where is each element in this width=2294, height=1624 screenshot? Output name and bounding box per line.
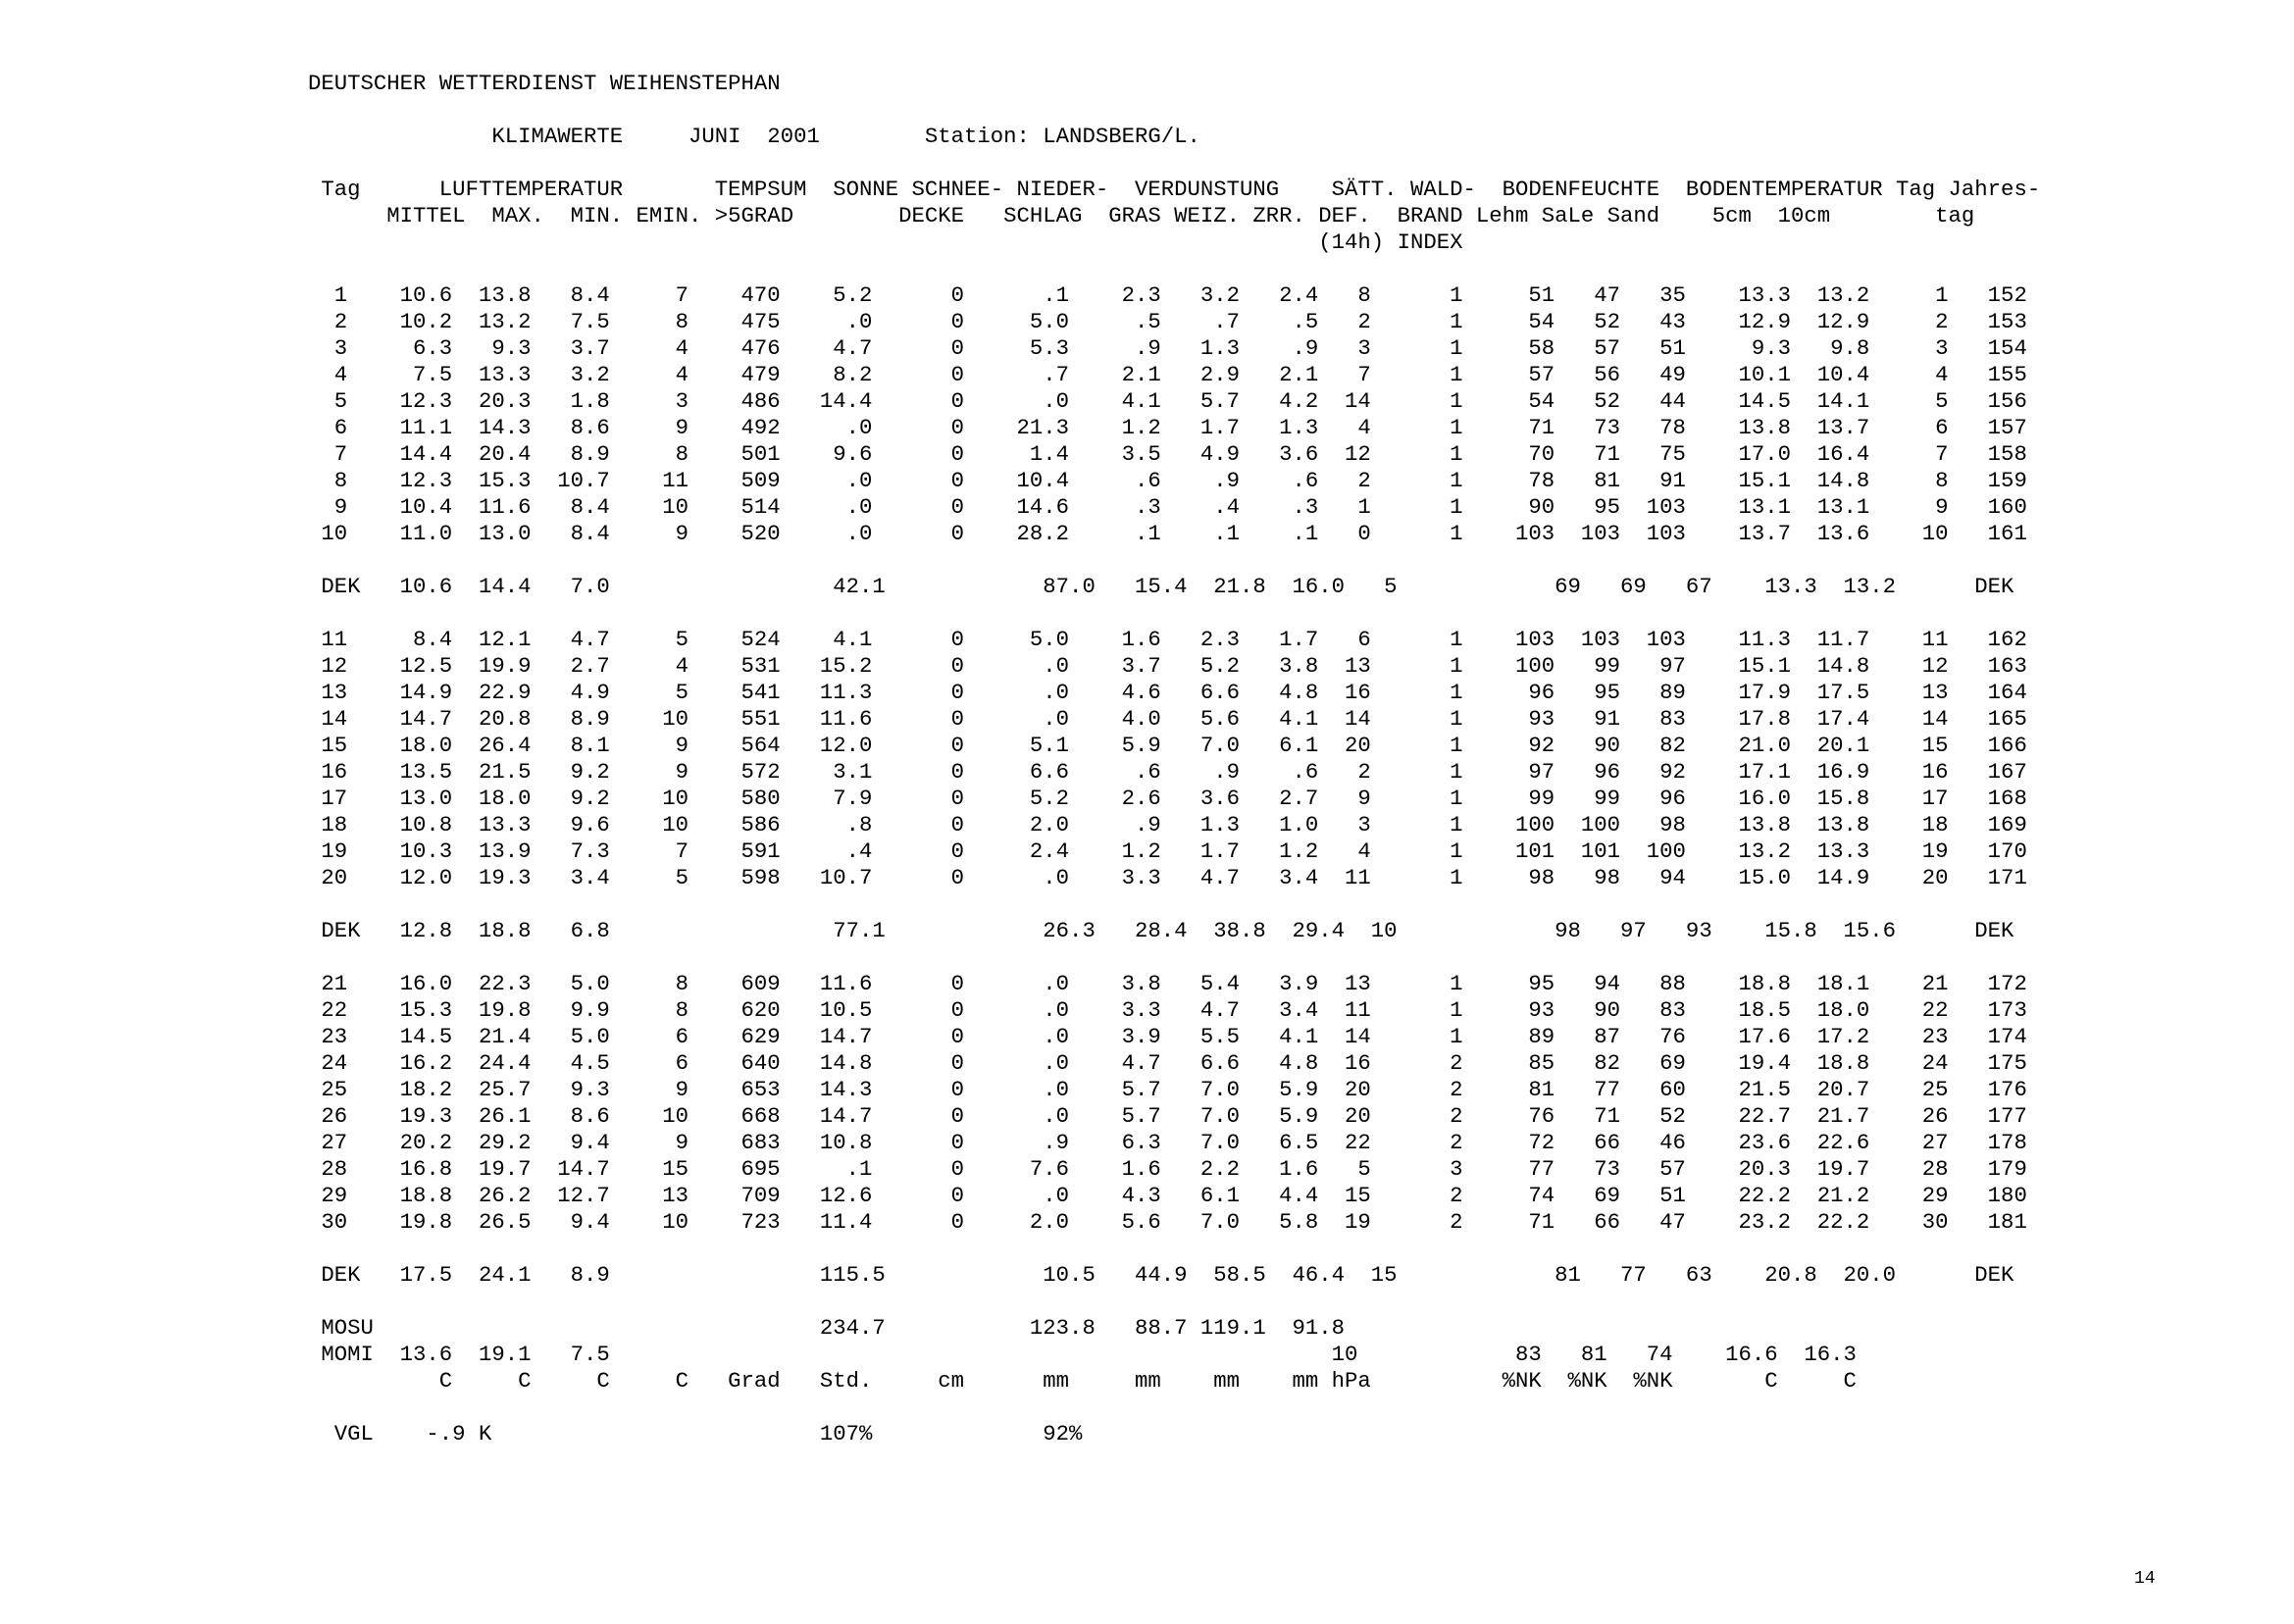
table-line: 30 19.8 26.5 9.4 10 723 11.4 0 2.0 5.6 7.0 5.8 19 2 71 66 47 23.2 22.2 30 181 xyxy=(308,1209,2027,1235)
page-number: 14 xyxy=(2134,1569,2156,1589)
table-line: 9 10.4 11.6 8.4 10 514 .0 0 14.6 .3 .4 .3 1 1 90 95 103 13.1 13.1 9 160 xyxy=(308,494,2027,520)
table-line: 6 11.1 14.3 8.6 9 492 .0 0 21.3 1.2 1.7 1.3 4 1 71 73 78 13.8 13.7 6 157 xyxy=(308,415,2027,440)
table-line: 28 16.8 19.7 14.7 15 695 .1 0 7.6 1.6 2.2 1.6 5 3 77 73 57 20.3 19.7 28 179 xyxy=(308,1156,2027,1182)
table-line: 18 10.8 13.3 9.6 10 586 .8 0 2.0 .9 1.3 1.0 3 1 100 100 98 13.8 13.8 18 169 xyxy=(308,812,2027,837)
table-line: 2 10.2 13.2 7.5 8 475 .0 0 5.0 .5 .7 .5 2 1 54 52 43 12.9 12.9 2 153 xyxy=(308,309,2027,334)
climate-table-sheet xyxy=(308,71,2040,1447)
table-line: 22 15.3 19.8 9.9 8 620 10.5 0 .0 3.3 4.7 3.4 11 1 93 90 83 18.5 18.0 22 173 xyxy=(308,997,2027,1023)
table-line: 26 19.3 26.1 8.6 10 668 14.7 0 .0 5.7 7.0 5.9 20 2 76 71 52 22.7 21.7 26 177 xyxy=(308,1103,2027,1129)
table-line: 20 12.0 19.3 3.4 5 598 10.7 0 .0 3.3 4.7 3.4 11 1 98 98 94 15.0 14.9 20 171 xyxy=(308,865,2027,890)
table-line xyxy=(308,1236,2040,1262)
table-line xyxy=(308,150,2040,177)
table-line: 10 11.0 13.0 8.4 9 520 .0 0 28.2 .1 .1 .1 0 1 103 103 103 13.7 13.6 10 161 xyxy=(308,521,2027,546)
table-line: MOSU 234.7 123.8 88.7 119.1 91.8 xyxy=(308,1315,1346,1341)
table-line: 13 14.9 22.9 4.9 5 541 11.3 0 .0 4.6 6.6 4.8 16 1 96 95 89 17.9 17.5 13 164 xyxy=(308,680,2027,705)
table-line: 5 12.3 20.3 1.8 3 486 14.4 0 .0 4.1 5.7 4.2 14 1 54 52 44 14.5 14.1 5 156 xyxy=(308,388,2027,414)
table-line xyxy=(308,547,2040,574)
table-line: 19 10.3 13.9 7.3 7 591 .4 0 2.4 1.2 1.7 1.2 4 1 101 101 100 13.2 13.3 19 170 xyxy=(308,838,2027,864)
table-line: Tag LUFTTEMPERATUR TEMPSUM SONNE SCHNEE- NIEDER- VERDUNSTUNG SÄTT. WALD- BODENFEUCHTE BODENTEMPERATUR Tag Jahres- xyxy=(308,177,2041,202)
table-line: KLIMAWERTE JUNI 2001 Station: LANDSBERG/L. xyxy=(308,124,1200,149)
table-line: MOMI 13.6 19.1 7.5 10 83 81 74 16.6 16.3 xyxy=(308,1342,1857,1367)
table-line: 25 18.2 25.7 9.3 9 653 14.3 0 .0 5.7 7.0 5.9 20 2 81 77 60 21.5 20.7 25 176 xyxy=(308,1077,2027,1102)
table-line xyxy=(308,256,2040,282)
table-line: 27 20.2 29.2 9.4 9 683 10.8 0 .9 6.3 7.0 6.5 22 2 72 66 46 23.6 22.6 27 178 xyxy=(308,1130,2027,1155)
table-line xyxy=(308,944,2040,971)
table-line: MITTEL MAX. MIN. EMIN. >5GRAD DECKE SCHLAG GRAS WEIZ. ZRR. DEF. BRAND Lehm SaLe Sand 5cm 10cm tag xyxy=(308,203,1975,228)
table-line: 29 18.8 26.2 12.7 13 709 12.6 0 .0 4.3 6.1 4.4 15 2 74 69 51 22.2 21.2 29 180 xyxy=(308,1183,2027,1208)
table-line: 23 14.5 21.4 5.0 6 629 14.7 0 .0 3.9 5.5 4.1 14 1 89 87 76 17.6 17.2 23 174 xyxy=(308,1024,2027,1049)
table-line xyxy=(308,600,2040,627)
table-line: DEK 12.8 18.8 6.8 77.1 26.3 28.4 38.8 29.4 10 98 97 93 15.8 15.6 DEK xyxy=(308,918,2014,943)
table-line: 7 14.4 20.4 8.9 8 501 9.6 0 1.4 3.5 4.9 3.6 12 1 70 71 75 17.0 16.4 7 158 xyxy=(308,441,2027,467)
table-line: 16 13.5 21.5 9.2 9 572 3.1 0 6.6 .6 .9 .6 2 1 97 96 92 17.1 16.9 16 167 xyxy=(308,759,2027,785)
table-line xyxy=(308,97,2040,124)
table-line: 1 10.6 13.8 8.4 7 470 5.2 0 .1 2.3 3.2 2.4 8 1 51 47 35 13.3 13.2 1 152 xyxy=(308,282,2027,308)
table-line: 4 7.5 13.3 3.2 4 479 8.2 0 .7 2.1 2.9 2.1 7 1 57 56 49 10.1 10.4 4 155 xyxy=(308,362,2027,387)
table-line: DEUTSCHER WETTERDIENST WEIHENSTEPHAN xyxy=(308,71,781,96)
table-line: 15 18.0 26.4 8.1 9 564 12.0 0 5.1 5.9 7.0 6.1 20 1 92 90 82 21.0 20.1 15 166 xyxy=(308,733,2027,758)
table-line: 14 14.7 20.8 8.9 10 551 11.6 0 .0 4.0 5.6 4.1 14 1 93 91 83 17.8 17.4 14 165 xyxy=(308,706,2027,732)
table-line: VGL -.9 K 107% 92% xyxy=(308,1421,1083,1446)
table-line: 21 16.0 22.3 5.0 8 609 11.6 0 .0 3.8 5.4 3.9 13 1 95 94 88 18.8 18.1 21 172 xyxy=(308,971,2027,996)
table-line: (14h) INDEX xyxy=(308,229,1463,255)
table-line: DEK 10.6 14.4 7.0 42.1 87.0 15.4 21.8 16.0 5 69 69 67 13.3 13.2 DEK xyxy=(308,574,2014,599)
table-line: 12 12.5 19.9 2.7 4 531 15.2 0 .0 3.7 5.2 3.8 13 1 100 99 97 15.1 14.8 12 163 xyxy=(308,653,2027,679)
table-line: 3 6.3 9.3 3.7 4 476 4.7 0 5.3 .9 1.3 .9 3 1 58 57 51 9.3 9.8 3 154 xyxy=(308,335,2027,361)
table-line: 17 13.0 18.0 9.2 10 580 7.9 0 5.2 2.6 3.6 2.7 9 1 99 99 96 16.0 15.8 17 168 xyxy=(308,786,2027,811)
table-line xyxy=(308,891,2040,918)
table-line: 24 16.2 24.4 4.5 6 640 14.8 0 .0 4.7 6.6 4.8 16 2 85 82 69 19.4 18.8 24 175 xyxy=(308,1050,2027,1076)
table-line xyxy=(308,1289,2040,1315)
table-line: 11 8.4 12.1 4.7 5 524 4.1 0 5.0 1.6 2.3 1.7 6 1 103 103 103 11.3 11.7 11 162 xyxy=(308,627,2027,652)
table-line: DEK 17.5 24.1 8.9 115.5 10.5 44.9 58.5 46.4 15 81 77 63 20.8 20.0 DEK xyxy=(308,1262,2014,1288)
table-line xyxy=(308,1395,2040,1421)
table-line: C C C C Grad Std. cm mm mm mm mm hPa %NK %NK %NK C C xyxy=(308,1368,1857,1394)
table-line: 8 12.3 15.3 10.7 11 509 .0 0 10.4 .6 .9 .6 2 1 78 81 91 15.1 14.8 8 159 xyxy=(308,468,2027,493)
